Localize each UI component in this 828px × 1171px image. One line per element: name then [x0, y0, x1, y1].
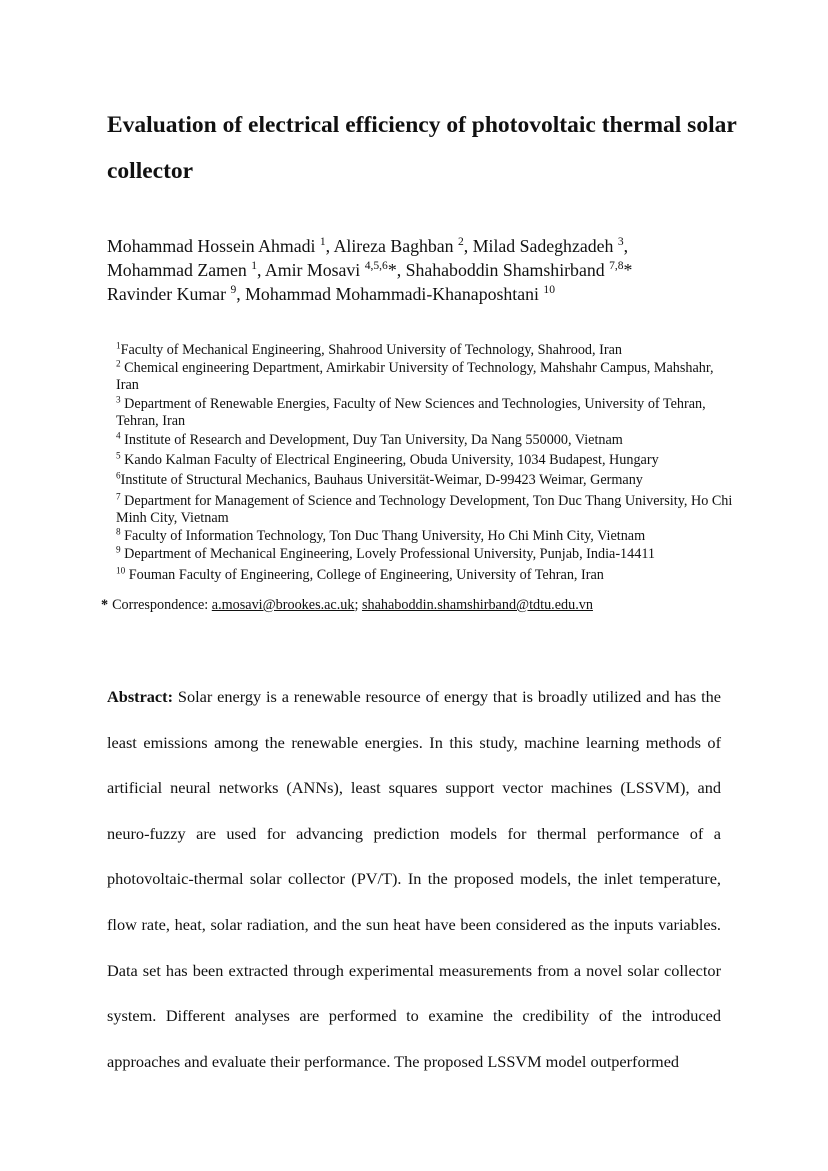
author: Shahaboddin Shamshirband $^{7,8}$* — [405, 259, 633, 280]
affiliation-item: $^1$Faculty of Mechanical Engineering, Shahrood University of Technology, Shahrood, Iran — [116, 340, 622, 358]
abstract-text: Solar energy is a renewable resource of energy that is broadly utilized and has the least emissions among the renewable energies. In this study, machine learning methods of artificial neural networks (ANNs), least squares support vector machines (LSSVM), and neuro-fuzzy are used for advancing prediction models for thermal performance of a photovoltaic-thermal solar collector (PV/T). In the proposed models, the inlet temperature, flow rate, heat, solar radiation, and the sun heat have been considered as the inputs variables. Data set has been extracted through experimental measurements from a novel solar collector system. Different analyses are performed to examine the credibility of the introduced approaches and evaluate their performance. The proposed LSSVM model outperformed — [107, 687, 721, 1071]
affiliation-item: $^8$ Faculty of Information Technology, Ton Duc Thang University, Ho Chi Minh City, Vietnam — [116, 526, 646, 545]
affiliation-list — [116, 342, 736, 585]
affiliation-item: $^7$ Department for Management of Science and Technology Development, Ton Duc Thang University, Ho Chi Minh City, Vietnam — [116, 490, 733, 526]
author: Ravinder Kumar $^9$, — [107, 283, 246, 304]
affiliation-item: $^6$Institute of Structural Mechanics, Bauhaus Universität-Weimar, D-99423 Weimar, Germany — [116, 470, 643, 489]
paper-title: Evaluation of electrical efficiency of photovoltaic thermal solar collector — [107, 112, 737, 184]
author: Mohammad Hossein Ahmadi $^1$, — [107, 235, 334, 256]
email-separator: ; — [354, 597, 359, 613]
affiliation-item: $^9$ Department of Mechanical Engineering, Lovely Professional University, Punjab, India-14411 — [116, 544, 655, 563]
correspondence — [101, 597, 593, 614]
affiliation-item: $^2$ Chemical engineering Department, Amirkabir University of Technology, Mahshahr Campus, Mahshahr, Iran — [116, 358, 714, 394]
affiliation-item: $^5$ Kando Kalman Faculty of Electrical Engineering, Obuda University, 1034 Budapest, Hungary — [116, 450, 659, 469]
email-link-shamshirband[interactable]: shahaboddin.shamshirband@tdtu.edu.vn — [361, 597, 593, 613]
affiliation-item: $^4$ Institute of Research and Development, Duy Tan University, Da Nang 550000, Vietnam — [116, 430, 623, 449]
author: Mohammad Zamen $^1$, — [107, 259, 265, 280]
author: Milad Sadeghzadeh $^3$, — [472, 235, 629, 256]
email-link-mosavi[interactable]: a.mosavi@brookes.ac.uk — [211, 597, 355, 613]
author: Mohammad Mohammadi-Khanaposhtani $^{10}$ — [245, 283, 555, 304]
abstract — [107, 674, 721, 1084]
asterisk-marker: * — [101, 597, 109, 613]
abstract-label: Abstract: — [107, 687, 174, 706]
author: Alireza Baghban $^2$, — [333, 235, 473, 256]
author: Amir Mosavi $^{4,5,6}$*, — [264, 259, 406, 280]
author-list — [107, 234, 747, 306]
correspondence-label: Correspondence: — [112, 597, 209, 613]
affiliation-item: $^3$ Department of Renewable Energies, Faculty of New Sciences and Technologies, University of Tehran, Tehran, Iran — [116, 393, 706, 429]
affiliation-item: $^{10}$ Fouman Faculty of Engineering, College of Engineering, University of Tehran, Iran — [116, 565, 604, 584]
